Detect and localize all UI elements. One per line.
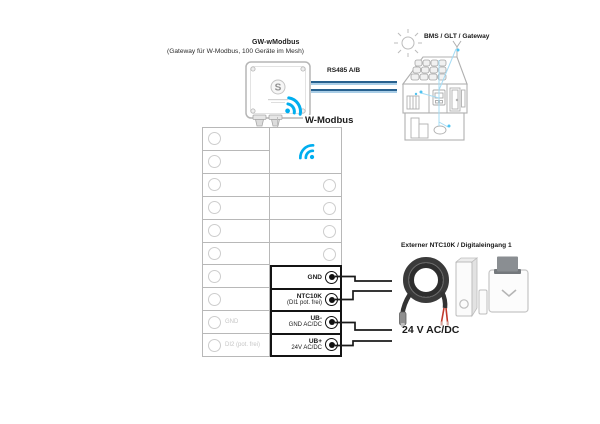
device-title: GW-wModbus — [252, 39, 300, 46]
terminal-circle — [208, 201, 221, 214]
terminal-row-ub-minus — [272, 312, 340, 335]
terminal-circle — [208, 293, 221, 306]
building-illustration — [393, 24, 498, 164]
table-row — [203, 197, 269, 220]
table-row — [203, 174, 269, 197]
key-card-switch-image — [486, 256, 532, 316]
table-wifi-cell — [270, 128, 341, 174]
ntc-sensor-image — [394, 250, 456, 330]
terminal-row-ub-plus — [272, 335, 340, 356]
terminal-circle — [208, 247, 221, 260]
connection-terminal-block — [270, 265, 342, 357]
terminal-sublabel: (DI1 pot. frei) — [286, 299, 322, 306]
terminal-label: GND — [307, 273, 322, 281]
table-row — [270, 220, 341, 243]
terminal-circle — [323, 225, 336, 238]
terminal-circle — [323, 179, 336, 192]
table-row — [203, 243, 269, 266]
rs485-line-a — [311, 81, 397, 85]
table-row — [203, 334, 269, 356]
terminal-circle — [208, 155, 221, 168]
table-row — [270, 174, 341, 197]
terminal-circle — [208, 132, 221, 145]
table-row — [203, 151, 269, 174]
table-row — [203, 128, 269, 151]
terminal-label: UB+ — [308, 337, 322, 345]
device-subtitle: (Gateway für W-Modbus, 100 Geräte im Mesh) — [167, 48, 304, 55]
accessories-label: Externer NTC10K / Digitaleingang 1 — [401, 242, 512, 249]
rs485-label: RS485 A/B — [327, 67, 361, 74]
table-row — [203, 311, 269, 334]
power-supply-label: 24 V AC/DC — [402, 324, 460, 336]
device-logo: S — [274, 82, 282, 94]
terminal-sublabel: GND AC/DC — [288, 322, 322, 329]
terminal-row-gnd — [272, 267, 340, 290]
wifi-icon — [292, 137, 319, 164]
terminal-label: UB- — [310, 315, 322, 323]
terminal-circle — [323, 202, 336, 215]
terminal-circle — [208, 339, 221, 352]
table-row — [203, 265, 269, 288]
terminal-sublabel: 24V AC/DC — [291, 344, 322, 351]
sun-icon — [394, 29, 422, 57]
terminal-circle — [208, 224, 221, 237]
bms-label: BMS / GLT / Gateway — [424, 33, 490, 40]
terminal-table-right-column — [270, 127, 342, 265]
terminal-table-left-column — [202, 127, 270, 357]
left-gnd-label: GND — [225, 319, 239, 326]
table-row — [203, 220, 269, 243]
table-row — [270, 197, 341, 220]
terminal-label: NTC10K — [296, 292, 322, 300]
terminal-row-ntc10k — [272, 290, 340, 313]
rs485-line-b — [311, 89, 397, 93]
wmodbus-label: W-Modbus — [305, 115, 354, 126]
table-row — [270, 243, 341, 265]
terminal-circle — [208, 178, 221, 191]
table-row — [203, 288, 269, 311]
terminal-circle — [208, 316, 221, 329]
terminal-circle — [208, 270, 221, 283]
left-di2-label: DI2 (pot. frei) — [225, 342, 261, 349]
door-contact-image — [452, 256, 490, 322]
